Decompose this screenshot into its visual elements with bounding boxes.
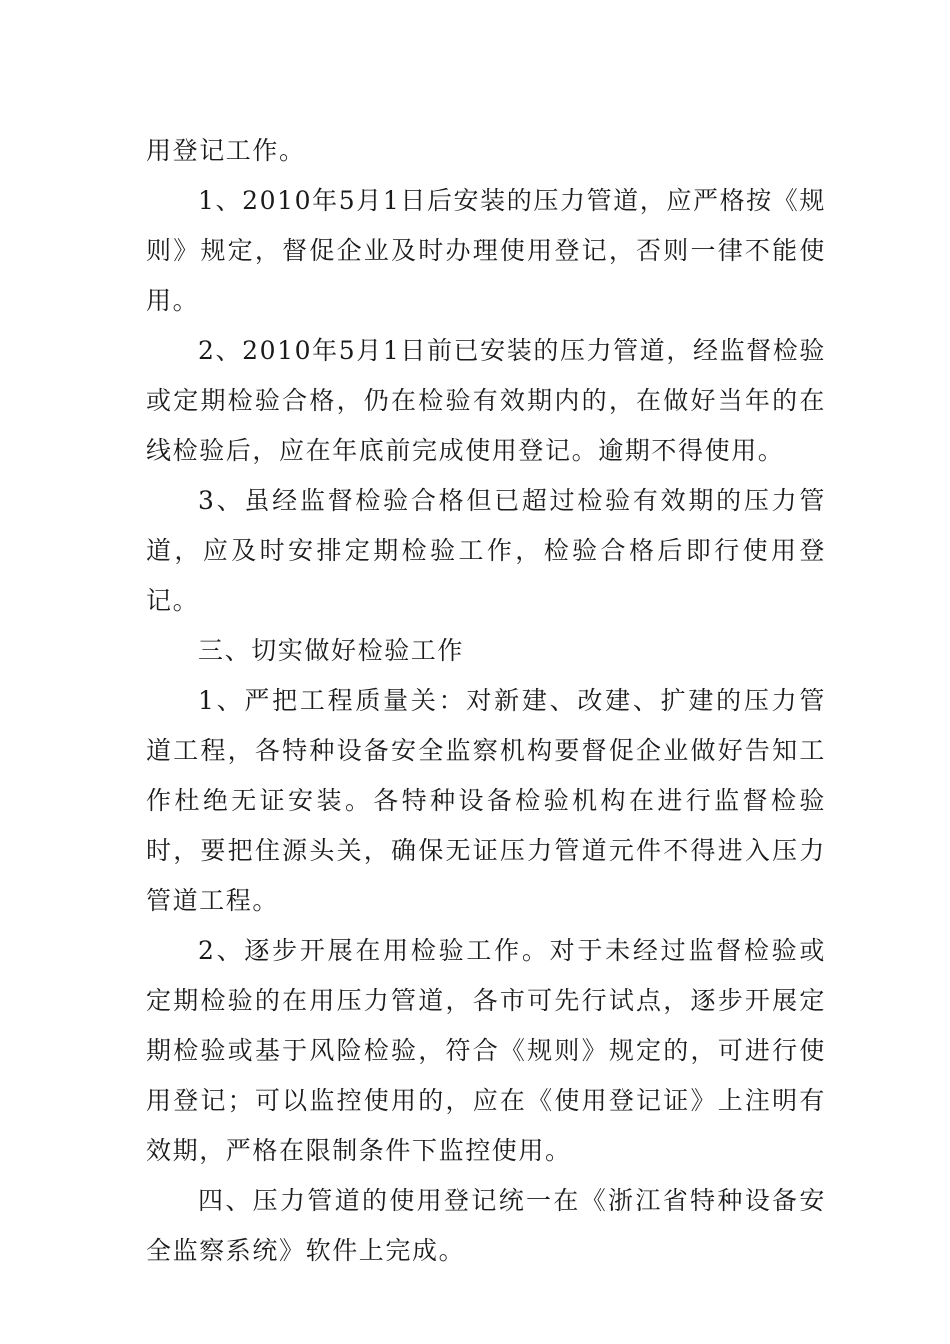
paragraph-item-3: 3、虽经监督检验合格但已超过检验有效期的压力管道，应及时安排定期检验工作，检验合格后即行使用登记。: [146, 486, 826, 615]
section-heading-3: 三、切实做好检验工作: [198, 636, 465, 665]
paragraph-item-2: 2、2010年5月1日前已安装的压力管道，经监督检验或定期检验合格，仍在检验有效期内的，在做好当年的在线检验后，应在年底前完成使用登记。逾期不得使用。: [146, 336, 826, 465]
paragraph-continuation: 用登记工作。: [146, 136, 306, 165]
paragraph-section-3-item-2: 2、逐步开展在用检验工作。对于未经过监督检验或定期检验的在用压力管道，各市可先行试点，逐步开展定期检验或基于风险检验，符合《规则》规定的，可进行使用登记；可以监控使用的，应在《使用登记证》上注明有效期，严格在限制条件下监控使用。: [146, 936, 826, 1165]
paragraph-item-1: 1、2010年5月1日后安装的压力管道，应严格按《规则》规定，督促企业及时办理使用登记，否则一律不能使用。: [146, 186, 826, 315]
paragraph-section-3-item-1: 1、严把工程质量关：对新建、改建、扩建的压力管道工程，各特种设备安全监察机构要督促企业做好告知工作杜绝无证安装。各特种设备检验机构在进行监督检验时，要把住源头关，确保无证压力管道元件不得进入压力管道工程。: [146, 686, 826, 915]
section-heading-4: 四、压力管道的使用登记统一在《浙江省特种设备安全监察系统》软件上完成。: [146, 1186, 826, 1265]
document-body: [146, 126, 826, 1276]
